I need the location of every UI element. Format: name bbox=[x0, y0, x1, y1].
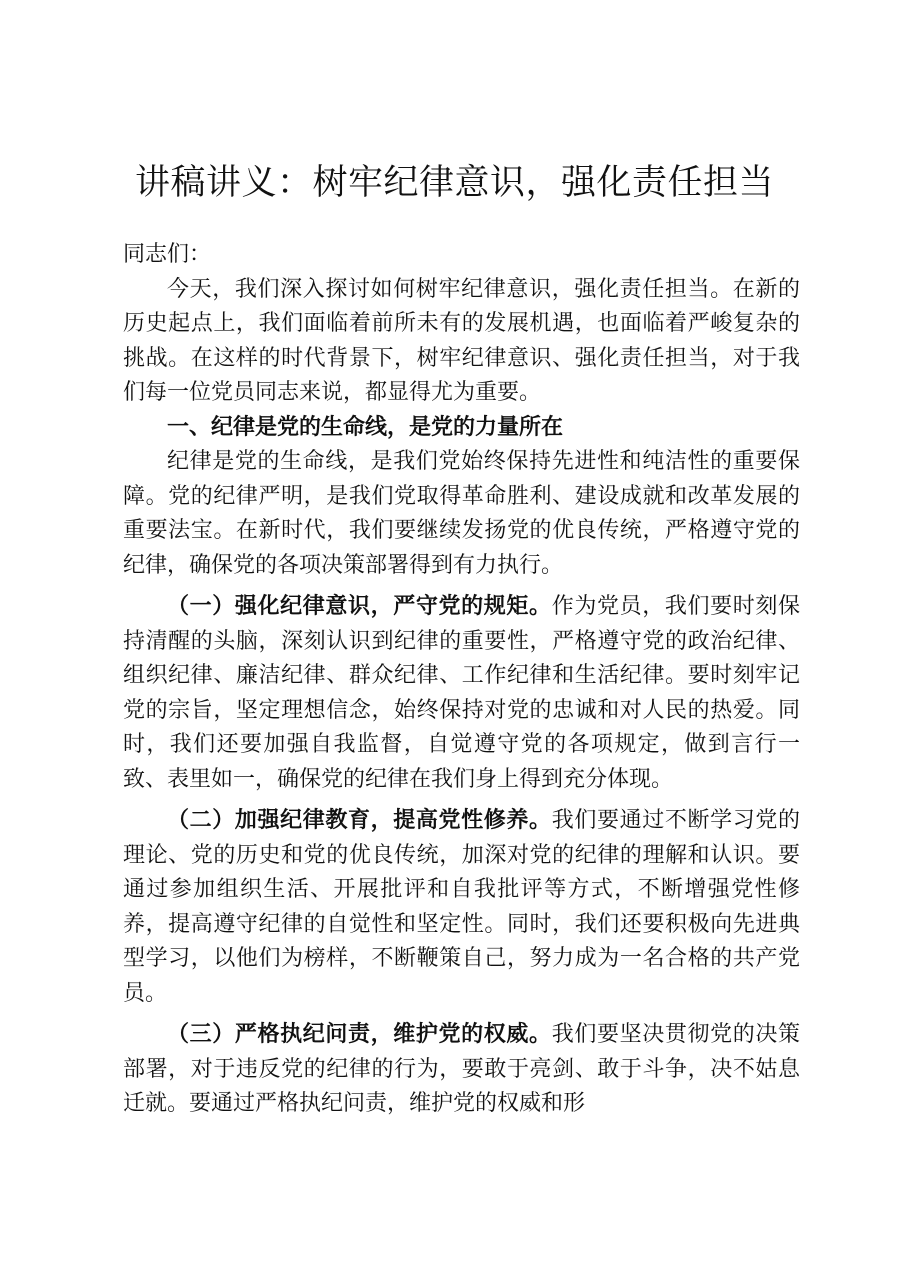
sub-point-lead: （二）加强纪律教育，提高党性修养。 bbox=[167, 807, 552, 833]
document-body bbox=[123, 238, 800, 1122]
sub-point-1 bbox=[123, 589, 800, 797]
salutation: 同志们： bbox=[123, 242, 212, 267]
sub-point-text: 我们要坚决贯彻党的决策部署，对于违反党的纪律的行为，要敢于亮剑、敢于斗争，决不姑息迁就。要通过严格执纪问责，维护党的权威和形 bbox=[123, 1022, 800, 1116]
sub-point-text: 我们要通过不断学习党的理论、党的历史和党的优良传统，加深对党的纪律的理解和认识。要通过参加组织生活、开展批评和自我批评等方式，不断增强党性修养，提高遵守纪律的自觉性和坚定性。同时，我们还要积极向先进典型学习，以他们为榜样，不断鞭策自己，努力成为一名合格的共产党员。 bbox=[123, 808, 800, 1006]
sub-point-2 bbox=[123, 803, 800, 1011]
document-title: 讲稿讲义：树牢纪律意识，强化责任担当 bbox=[134, 163, 774, 203]
sub-point-text: 作为党员，我们要时刻保持清醒的头脑，深刻认识到纪律的重要性，严格遵守党的政治纪律、组织纪律、廉洁纪律、群众纪律、工作纪律和生活纪律。要时刻牢记党的宗旨，坚定理想信念，始终保持对党的忠诚和对人民的热爱。同时，我们还要加强自我监督，自觉遵守党的各项规定，做到言行一致、表里如一，确保党的纪律在我们身上得到充分体现。 bbox=[123, 594, 800, 792]
sub-point-lead: （三）严格执纪问责，维护党的权威。 bbox=[167, 1021, 552, 1047]
section-paragraph: 纪律是党的生命线，是我们党始终保持先进性和纯洁性的重要保障。党的纪律严明，是我们党取得革命胜利、建设成就和改革发展的重要法宝。在新时代，我们要继续发扬党的优良传统，严格遵守党的纪律，确保党的各项决策部署得到有力执行。 bbox=[123, 449, 800, 578]
intro-paragraph: 今天，我们深入探讨如何树牢纪律意识，强化责任担当。在新的历史起点上，我们面临着前所未有的发展机遇，也面临着严峻复杂的挑战。在这样的时代背景下，树牢纪律意识、强化责任担当，对于我们每一位党员同志来说，都显得尤为重要。 bbox=[123, 276, 800, 405]
sub-point-3 bbox=[123, 1017, 800, 1122]
section-heading: 一、纪律是党的生命线，是党的力量所在 bbox=[167, 414, 564, 440]
sub-point-lead: （一）强化纪律意识，严守党的规矩。 bbox=[167, 593, 552, 619]
